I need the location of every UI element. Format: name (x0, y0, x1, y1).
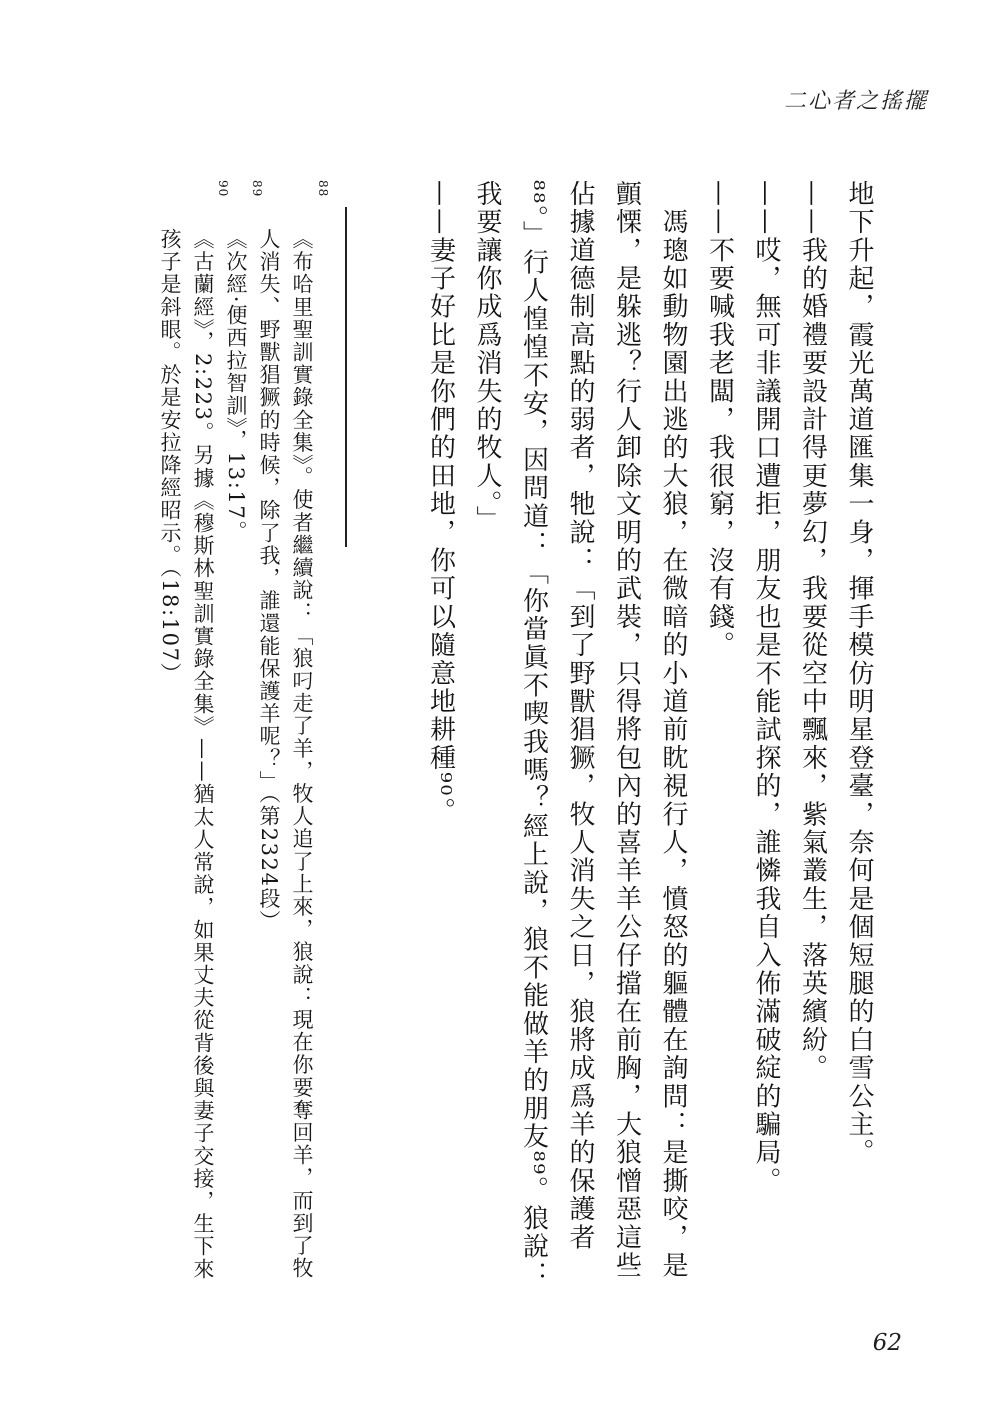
footnotes (153, 228, 318, 1290)
body-paragraph: 馮璁如動物園出逃的大狼，在微暗的小道前眈視行人，憤怒的軀體在詢問：是撕咬，是顫慄，是躲逃？行人卸除文明的武裝，只得將包內的喜羊羊公仔擋在前胸，大狼憎惡這些佔據道德制高點的弱者，牠說：「到了野獸猖獗，牧人消失之日，狼將成爲羊的保護者⁸⁸。」行人惶惶不安，因問道：「你當眞不喫我嗎？經上說，狼不能做羊的朋友⁸⁹。狼說：我要讓你成爲消失的牧人。」 (472, 180, 688, 1290)
running-title: 二心者之搖擺 (783, 89, 928, 114)
footnote-item: 《布哈里聖訓實錄全集》。使者繼續說：「狼叼走了羊，牧人追了上來，狼說：現在你要奪回羊，而到了牧人消失、野獸猖獗的時候，除了我，誰還能保護羊呢？」（第2324段） (257, 228, 314, 1280)
footnote-numbers (212, 180, 332, 220)
body-paragraph: ——哎，無可非議開口遭拒，朋友也是不能試探的，誰憐我自入佈滿破綻的騙局。 (751, 180, 781, 1196)
footnote-item: 《次經·便西拉智訓》，13:17。 (224, 228, 248, 543)
body-paragraph: ——我的婚禮要設計得更夢幻，我要從空中飄來，紫氣叢生，落英繽紛。 (797, 180, 828, 1083)
body-paragraph: 地下升起，霞光萬道匯集一身，揮手模仿明星登臺，奈何是個短腿的白雪公主。 (844, 180, 874, 1167)
footnote-number: 89 (250, 180, 264, 198)
footnote-divider (345, 207, 347, 547)
footnote-number: 90 (216, 180, 230, 198)
page-number: 62 (872, 1330, 902, 1356)
body-paragraph: ——妻子好比是你們的田地，你可以隨意地耕種⁹⁰。 (425, 180, 456, 826)
body-text (417, 180, 882, 1290)
footnote-number: 88 (316, 180, 330, 198)
body-paragraph: ——不要喊我老闆，我很窮，沒有錢。 (704, 180, 735, 660)
footnote-item: 《古蘭經》，2:223。另據《穆斯林聖訓實錄全集》——猶太人常說，如果丈夫從背後與妻子交接，生下來孩子是斜眼。於是安拉降經昭示。（18:107） (158, 228, 215, 1281)
